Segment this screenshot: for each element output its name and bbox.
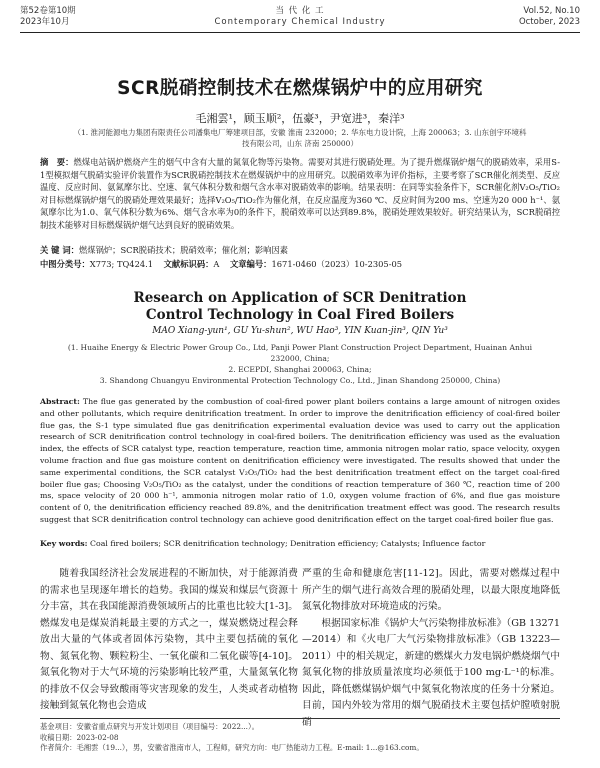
header-date-en: October, 2023 [518,17,580,27]
chinese-title: SCR脱硝控制技术在燃煤锅炉中的应用研究 [117,78,483,99]
english-authors: MAO Xiang-yun¹, GU Yu-shun², WU Hao³, YIN Kuan-jin³, QIN Yu³ [152,326,448,336]
chinese-authors: 毛湘雲¹，顾玉顺²，伍豪³，尹宽进³，秦洋³ [195,112,405,125]
clc-label: 中图分类号： [40,259,90,269]
footnote-author-bio: 作者简介：毛湘雲（19...），男，安徽省淮南市人，工程师，研究方向：电厂热能动力工程。E-mail: 1...@163.com。 [40,743,424,752]
header-center [20,6,580,28]
article-no-value: 1671-0460（2023）10-2305-05 [271,259,403,269]
footnote [40,718,560,754]
english-title-line1: Research on Application of SCR Denitration [133,290,467,306]
chinese-abstract-label: 摘 要： [40,157,74,167]
english-abstract [40,396,560,526]
body-column-right [302,566,560,731]
article-no-label: 文章编号： [229,259,272,269]
clc-value: X773; TQ424.1 [89,259,154,269]
chinese-abstract [40,156,560,231]
chinese-affiliations: （1. 淮河能源电力集团有限责任公司潘集电厂筹建项目部，安徽 淮南 232000；2. 华东电力设计院，上海 200063；3. 山东创宇环境科技有限公司，山东 济南 250000） [73,128,527,148]
english-keywords-text: Coal fired boilers; SCR denitrification technology; Denitration efficiency; Catalysts; Influence factor [90,539,486,548]
english-title [0,290,600,324]
header-rule [20,32,580,33]
english-abstract-label: Abstract: [40,397,80,406]
chinese-abstract-text: 燃煤电站锅炉燃烧产生的烟气中含有大量的氮氧化物等污染物。需要对其进行脱硝处理。为了提升燃煤锅炉烟气的脱硝效率，采用S-1型模拟烟气脱硝实验评价装置作为SCR脱硝控制技术在燃煤锅炉中的应用研究。以脱硝效率为评价指标，主要考察了SCR催化剂类型、反应温度、反应时间、氨氮摩尔比、空速、氧气体积分数和烟气含水率对脱硝效率的影响。结果表明：在同等实验条件下，SCR催化剂V₂O₅/TiO₂对目标燃煤锅炉烟气的脱硝处理效果最好；选择V₂O₅/TiO₂作为催化剂，在反应温度为360 ℃、反应时间为200 ms、空速为20 000 h⁻¹、氨氮摩尔比为1.0、氧气体积分数为6%、烟气含水率为0的条件下，脱硝效率可以达到89.8%，脱硝处理效果较好。研究结果认为，SCR脱硝控制技术能够对目标燃煤锅炉烟气达到良好的脱硝效果。 [40,157,560,230]
doc-code-value: A [213,259,220,269]
english-aff-3: 3. Shandong Chuangyu Environmental Protection Technology Co., Ltd., Jinan Shandong 250000, China) [99,376,501,385]
english-affiliations [0,342,600,386]
english-keywords [40,538,560,551]
header-right [519,6,580,28]
english-aff-1: (1. Huaihe Energy & Electric Power Group Co., Ltd, Panji Power Plant Construction Project Department, Huainan Anhui 232000, China; [67,343,533,363]
journal-name-cn: 当 代 化 工 [275,6,325,16]
english-title-line2: Control Technology in Coal Fired Boilers [145,307,455,323]
footnote-received: 收稿日期：2023-02-08 [40,732,119,742]
body-paragraph-3: 根据国家标准《锅炉大气污染物排放标准》（GB 13271—2014）和《火电厂大气污染物排放标准》（GB 13223—2011）中的相关规定，新建的燃煤火力发电锅炉燃烧烟气中氮氧化物的排放质量浓度均必须低于100 mg·L⁻¹的标准。因此，降低燃煤锅炉烟气中氮氧化物浓度的任务十分紧迫。目前，国内外较为常用的烟气脱硝技术主要包括炉膛喷射脱硝 [302,617,560,728]
doc-code-label: 文献标识码： [163,259,214,269]
body-paragraph-2: 严重的生命和健康危害[11-12]。因此，需要对燃煤过程中所产生的烟气进行高效合理的脱硝处理，以最大限度地降低氮氧化物排放对环境造成的污染。 [302,568,560,612]
english-aff-2: 2. ECEPDI, Shanghai 200063, China; [228,365,372,374]
body-paragraph-1: 随着我国经济社会发展进程的不断加快，对于能源消费的需求也呈现逐年增长的趋势。我国的煤炭和煤层气资源十分丰富，其在我国能源消费领域所占的比重也比较大[1-3]。燃煤发电是煤炭消耗最主要的方式之一，煤炭燃烧过程会释放出大量的气体或者固体污染物，其中主要包括硫的氧化物、氮氧化物、颗粒粉尘、一氧化碳和二氧化碳等[4-10]。氮氧化物对于大气环境的污染影响比较严重，大量氮氧化物的排放不仅会导致酸雨等灾害现象的发生，人类或者动植物接触到氮氧化物也会造成 [40,568,298,711]
header-volume-en: Vol.52, No.10 [523,6,580,16]
english-keywords-label: Key words: [40,539,88,548]
chinese-keywords-label: 关 键 词： [40,245,79,255]
chinese-keywords-text: 燃煤锅炉；SCR脱硝技术；脱硝效率；催化剂；影响因素 [78,245,289,255]
journal-name-en: Contemporary Chemical Industry [214,17,386,27]
classification-line [40,258,560,271]
header-date: 2023年10月 [20,17,70,27]
header-volume: 第52卷第10期 [20,6,76,16]
body-column-left [40,566,298,715]
footnote-funding: 基金项目：安徽省重点研究与开发计划项目（项目编号：2022...）。 [40,722,259,731]
chinese-keywords [40,244,560,257]
english-abstract-text: The flue gas generated by the combustion of coal-fired power plant boilers contains a large amount of nitrogen oxides and other pollutants, which require denitrification treatment. In order to improve the denitrification efficiency of coal-fired boiler flue gas, the S-1 type simulated flue gas denitrification experimental evaluation device was used to carry out the application research of SCR denitrification control technology in coal-fired boilers. The denitrification efficiency was used as the evaluation index, the effects of SCR catalyst type, reaction temperature, reaction time, ammonia nitrogen molar ratio, space velocity, oxygen volume fraction and flue gas moisture content on denitrification efficiency were investigated. The results showed that under the same experimental conditions, the SCR catalyst V₂O₅/TiO₂ had the best denitrification treatment effect on the target coal-fired boiler flue gas; Choosing V₂O₅/TiO₂ as the catalyst, under the conditions of reaction temperature of 360 ℃, reaction time of 200 ms, space velocity of 20 000 h⁻¹, ammonia nitrogen molar ratio of 1.0, oxygen volume fraction of 6%, and flue gas moisture content of 0, the denitrification efficiency reached 89.8%, and the denitrification treatment effect was good. The research results suggest that SCR denitrification control technology can achieve good denitrification effect on the target coal-fired boiler flue gas. [40,397,560,524]
